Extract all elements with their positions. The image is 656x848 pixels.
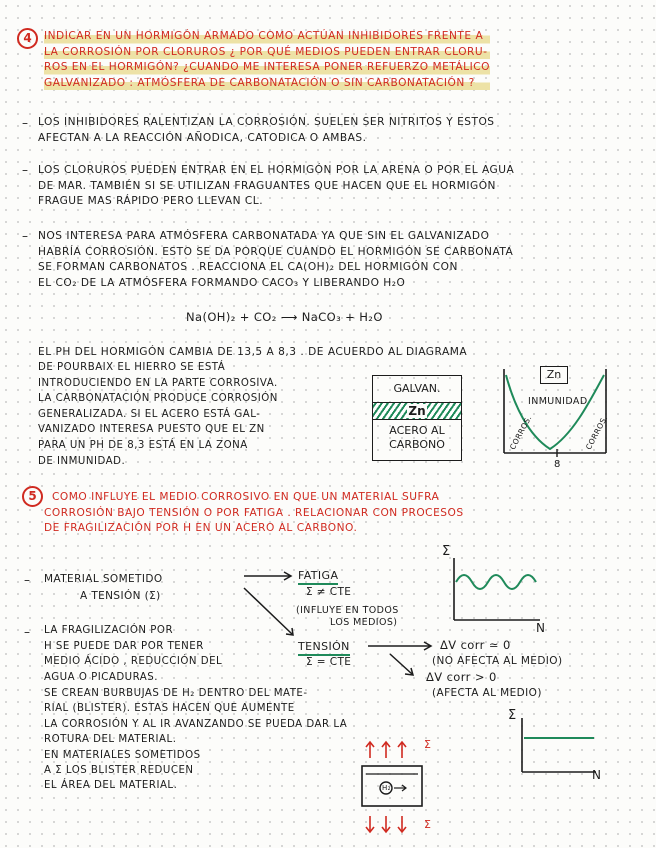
bullet-dash: – — [22, 229, 28, 243]
zinc-layer-label: Zn — [408, 404, 426, 418]
material-tension-line-2: A TENSIÓN (Σ) — [80, 590, 161, 602]
question-4-line: LA CORROSIÓN POR CLORUROS ¿ POR QUÉ MEDIOS PUEDEN ENTRAR CLORU- — [44, 45, 488, 58]
question-4-line: GALVANIZADO : ATMÓSFERA DE CARBONATACIÓN O SIN CARBONATACIÓN ? — [44, 76, 475, 89]
steel-layer — [373, 420, 461, 452]
text-line: ROTURA DEL MATERIAL. — [44, 734, 177, 746]
text-line: LA FRAGILIZACIÓN POR — [44, 625, 174, 636]
material-tension-line-1: MATERIAL SOMETIDO — [44, 573, 163, 585]
answer-4-pourbaix — [38, 360, 278, 469]
answer-4-chlorides — [38, 163, 514, 210]
text-line: FRAGUE MAS RÁPIDO PERO LLEVAN CL. — [38, 195, 264, 207]
text-line: PARA UN PH DE 8,3 ESTÁ EN LA ZONA — [38, 439, 248, 451]
steel-label: ACERO AL — [389, 424, 445, 437]
text-line: LOS CLORUROS PUEDEN ENTRAR EN EL HORMIGÓN POR LA ARENA O POR EL AGUA — [38, 164, 515, 176]
question-4-line: INDICAR EN UN HORMIGÓN ARMADO COMO ACTÚAN INHIBIDORES FRENTE A — [44, 30, 484, 42]
text-line: DE MAR. TAMBIÉN SI SE UTILIZAN FRAGUANTES QUE HACEN QUE EL HORMIGÓN — [38, 179, 496, 192]
corrosion-right-label: CORROS. — [583, 413, 610, 452]
text-line: MEDIO ÁCIDO , REDUCCIÓN DEL — [44, 656, 223, 667]
steel-label: CARBONO — [389, 438, 445, 451]
text-line: EL ÁREA DEL MATERIAL. — [44, 780, 178, 792]
zinc-label-box: Zn — [540, 366, 568, 384]
reaction-equation: Na(OH)₂ + CO₂ ⟶ NaCO₃ + H₂O — [186, 310, 383, 324]
text-line: AGUA O PICADURAS. — [44, 671, 158, 683]
text-line: LA CARBONATACIÓN PRODUCE CORROSIÓN — [38, 393, 278, 405]
text-line: AFECTAN A LA REACCIÓN AÑODICA, CATODICA O AMBAS. — [38, 131, 367, 144]
answer-4-inhibitors — [38, 115, 495, 146]
tension-heading: TENSIÓN — [298, 640, 350, 656]
text-line: SE CREAN BURBUJAS DE H₂ DENTRO DEL MATE- — [44, 688, 308, 699]
delta-v-zero-note: (NO AFECTA AL MEDIO) — [432, 655, 563, 667]
sigma-mark-top: Σ — [424, 738, 432, 751]
sigma-mark-bottom: Σ — [424, 818, 432, 831]
text-line: INTRODUCIENDO EN LA PARTE CORROSIVA. — [38, 377, 278, 389]
bullet-dash: – — [24, 573, 30, 587]
fatigue-note-line-1: (INFLUYE EN TODOS — [296, 605, 399, 616]
delta-v-positive: ΔV corr > 0 — [426, 670, 497, 684]
text-line: HABRÍA CORROSIÓN. ESTO SE DA PORQUE CUANDO EL HORMIGÓN SE CARBONATA — [38, 245, 514, 258]
question-5-line: COMO INFLUYE EL MEDIO CORROSIVO EN QUE UN MATERIAL SUFRA — [52, 491, 440, 503]
answer-4-galvanized — [38, 229, 513, 291]
text-line: GENERALIZADA. SI EL ACERO ESTÁ GAL- — [38, 408, 261, 420]
question-4-text — [44, 29, 490, 91]
fatigue-graph — [448, 556, 548, 636]
question-4-number: 4 — [17, 28, 38, 49]
text-line: RIAL (BLISTER). ESTAS HACEN QUE AUMENTE — [44, 703, 295, 715]
fatigue-curve — [456, 575, 536, 589]
galvan-layer: GALVAN. — [373, 376, 461, 403]
delta-v-zero: ΔV corr ≃ 0 — [440, 638, 511, 652]
fatigue-graph-sigma: Σ — [442, 544, 451, 559]
immunity-label: INMUNIDAD — [528, 396, 588, 407]
tension-graph-n: N — [592, 768, 602, 782]
question-5-text — [44, 490, 464, 537]
text-line: NOS INTERESA PARA ATMÓSFERA CARBONATADA YA QUE SIN EL GALVANIZADO — [38, 230, 490, 242]
text-line: EN MATERIALES SOMETIDOS — [44, 749, 201, 761]
tension-condition: Σ = CTE — [306, 656, 352, 668]
fatigue-graph-n: N — [536, 621, 546, 635]
ph-tick-label: 8 — [554, 459, 561, 470]
hydrogen-embrittlement-causes — [44, 623, 222, 685]
corrosion-left-label: CORROS. — [507, 413, 534, 452]
text-line: H SE PUEDE DAR POR TENER — [44, 640, 204, 652]
hydrogen-blister-explanation — [44, 686, 347, 794]
fatigue-heading: FATIGA — [298, 569, 338, 585]
delta-v-positive-note: (AFECTA AL MEDIO) — [432, 687, 542, 699]
fatigue-condition: Σ ≠ CTE — [306, 586, 352, 598]
bullet-dash: – — [22, 116, 28, 130]
blister-sketch — [356, 740, 446, 840]
question-4-line: ROS EN EL HORMIGÓN? ¿CUANDO ME INTERESA PONER REFUERZO METÁLICO — [44, 61, 490, 73]
h2-blister-label: H₂ — [382, 784, 391, 792]
galvanized-layer-diagram — [372, 375, 462, 461]
question-5-line: CORROSIÓN BAJO TENSIÓN O POR FATIGA . RELACIONAR CON PROCESOS — [44, 506, 464, 519]
fatigue-note-line-2: LOS MEDIOS) — [330, 617, 398, 628]
text-line: SE FORMAN CARBONATOS . REACCIONA EL CA(OH)₂ DEL HORMIGÓN CON — [38, 261, 458, 273]
question-5-number: 5 — [22, 486, 43, 507]
text-line: VANIZADO INTERESA PUESTO QUE EL ZN — [38, 424, 265, 436]
text-line: A Σ LOS BLISTER REDUCEN — [44, 765, 194, 777]
text-line: EL CO₂ DE LA ATMÓSFERA FORMANDO CACO₃ Y LIBERANDO H₂O — [38, 276, 406, 289]
bullet-dash: – — [24, 625, 30, 639]
question-5-line: DE FRAGILIZACIÓN POR H EN UN ACERO AL CARBONO. — [44, 522, 358, 534]
text-line: LOS INHIBIDORES RALENTIZAN LA CORROSIÓN. SUELEN SER NITRITOS Y ESTOS — [38, 116, 495, 128]
bullet-dash: – — [22, 163, 28, 177]
tension-graph-sigma: Σ — [508, 708, 517, 723]
tension-arrows-down — [366, 816, 406, 832]
text-line: DE POURBAIX EL HIERRO SE ESTÁ — [38, 362, 226, 373]
text-line: LA CORROSIÓN Y AL IR AVANZANDO SE PUEDA DAR LA — [44, 718, 348, 730]
tension-arrows-up — [366, 742, 406, 758]
answer-4-ph-first-line: EL PH DEL HORMIGÓN CAMBIA DE 13,5 A 8,3 . DE ACUERDO AL DIAGRAMA — [38, 346, 468, 358]
text-line: DE INMUNIDAD. — [38, 455, 126, 467]
zinc-layer — [373, 403, 461, 420]
